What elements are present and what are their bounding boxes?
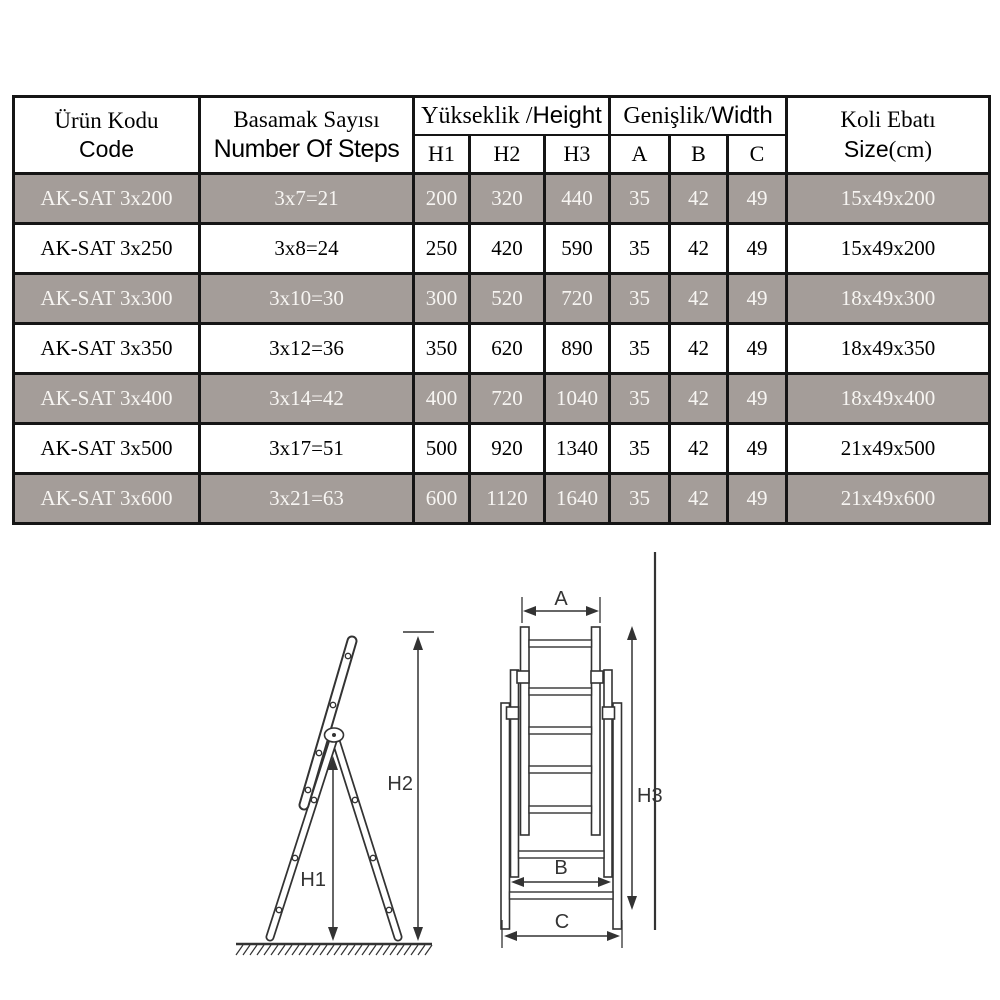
inner-left-rail	[521, 627, 530, 835]
h1-label: H1	[300, 869, 326, 891]
cell-product-code: AK-SAT 3x350	[14, 324, 200, 374]
cell-h1: 300	[414, 274, 470, 324]
cell-product-code: AK-SAT 3x250	[14, 224, 200, 274]
cell-product-code: AK-SAT 3x200	[14, 174, 200, 224]
cell-size: 18x49x300	[787, 274, 990, 324]
cell-h2: 720	[470, 374, 545, 424]
inner-right-rail	[592, 627, 601, 835]
b-dimension-arrow	[511, 857, 611, 887]
cell-product-code: AK-SAT 3x400	[14, 374, 200, 424]
header-steps	[200, 97, 414, 174]
cell-c: 49	[728, 424, 787, 474]
table-row	[14, 174, 990, 224]
h3-label: H3	[637, 785, 663, 807]
cell-h1: 500	[414, 424, 470, 474]
header-width-group	[610, 97, 787, 136]
cell-c: 49	[728, 374, 787, 424]
cell-product-code: AK-SAT 3x500	[14, 424, 200, 474]
middle-left-rail	[511, 670, 519, 877]
cell-h3: 440	[545, 174, 610, 224]
header-steps-en: Number Of Steps	[213, 134, 400, 163]
cell-a: 35	[610, 174, 670, 224]
header-height-group	[414, 97, 610, 136]
a-dimension-arrow	[522, 588, 600, 623]
cell-h1: 350	[414, 324, 470, 374]
cell-b: 42	[670, 374, 728, 424]
cell-size: 21x49x600	[787, 474, 990, 524]
header-product-code-tr: Ürün Kodu	[54, 107, 159, 133]
header-c: C	[728, 135, 787, 174]
cell-size: 15x49x200	[787, 224, 990, 274]
header-h2: H2	[470, 135, 545, 174]
outer-right-rail	[613, 703, 622, 929]
cell-h2: 520	[470, 274, 545, 324]
cell-h2: 420	[470, 224, 545, 274]
cell-product-code: AK-SAT 3x600	[14, 474, 200, 524]
header-width-en: Width	[711, 101, 773, 129]
cell-size: 18x49x350	[787, 324, 990, 374]
cell-h3: 1640	[545, 474, 610, 524]
cell-steps: 3x12=36	[200, 324, 414, 374]
cell-h3: 590	[545, 224, 610, 274]
cell-a: 35	[610, 474, 670, 524]
header-product-code-en: Code	[79, 136, 134, 162]
cell-b: 42	[670, 174, 728, 224]
cell-h2: 620	[470, 324, 545, 374]
cell-b: 42	[670, 274, 728, 324]
cell-steps: 3x14=42	[200, 374, 414, 424]
cell-h1: 600	[414, 474, 470, 524]
header-b: B	[670, 135, 728, 174]
header-size	[787, 97, 990, 174]
cell-h2: 1120	[470, 474, 545, 524]
middle-right-rail	[604, 670, 612, 877]
cell-a: 35	[610, 224, 670, 274]
cell-b: 42	[670, 224, 728, 274]
outer-left-rail	[501, 703, 510, 929]
table-row	[14, 424, 990, 474]
ladder-front-view	[501, 552, 663, 948]
h2-label: H2	[387, 773, 413, 795]
cell-c: 49	[728, 274, 787, 324]
header-a: A	[610, 135, 670, 174]
header-h1: H1	[414, 135, 470, 174]
header-height-en: Height	[532, 101, 602, 129]
table-row	[14, 274, 990, 324]
cell-size: 18x49x400	[787, 374, 990, 424]
cell-size: 15x49x200	[787, 174, 990, 224]
cell-h3: 890	[545, 324, 610, 374]
header-product-code	[14, 97, 200, 174]
cell-a: 35	[610, 424, 670, 474]
table-row	[14, 474, 990, 524]
cell-h3: 720	[545, 274, 610, 324]
cell-c: 49	[728, 474, 787, 524]
b-label: B	[554, 857, 568, 879]
h3-dimension-arrow	[627, 626, 663, 910]
header-steps-tr: Basamak Sayısı	[233, 106, 380, 132]
cell-h1: 400	[414, 374, 470, 424]
stepladder-side-view	[236, 632, 434, 955]
a-label: A	[554, 588, 568, 610]
ground-hatching	[236, 945, 432, 955]
cell-h1: 200	[414, 174, 470, 224]
cell-b: 42	[670, 474, 728, 524]
cell-steps: 3x7=21	[200, 174, 414, 224]
cell-c: 49	[728, 174, 787, 224]
cell-h3: 1040	[545, 374, 610, 424]
cell-h1: 250	[414, 224, 470, 274]
cell-product-code: AK-SAT 3x300	[14, 274, 200, 324]
header-size-tr: Koli Ebatı	[840, 107, 936, 133]
cell-c: 49	[728, 224, 787, 274]
cell-steps: 3x10=30	[200, 274, 414, 324]
cell-h2: 920	[470, 424, 545, 474]
c-dimension-arrow	[502, 911, 622, 948]
header-size-en: Size(cm)	[843, 135, 933, 162]
ladder-technical-diagram	[0, 540, 1000, 1000]
ladder-spec-table	[12, 95, 991, 525]
header-h3: H3	[545, 135, 610, 174]
hinge	[325, 728, 344, 742]
cell-b: 42	[670, 424, 728, 474]
cell-steps: 3x17=51	[200, 424, 414, 474]
cell-a: 35	[610, 324, 670, 374]
table-row	[14, 224, 990, 274]
cell-a: 35	[610, 374, 670, 424]
cell-b: 42	[670, 324, 728, 374]
header-width-tr: Genişlik/	[623, 102, 712, 129]
table-row	[14, 374, 990, 424]
cell-c: 49	[728, 324, 787, 374]
cell-h2: 320	[470, 174, 545, 224]
cell-a: 35	[610, 274, 670, 324]
table-row	[14, 324, 990, 374]
cell-h3: 1340	[545, 424, 610, 474]
h2-dimension-arrow	[387, 632, 434, 941]
cell-steps: 3x21=63	[200, 474, 414, 524]
c-label: C	[554, 911, 570, 933]
cell-size: 21x49x500	[787, 424, 990, 474]
header-height-tr: Yükseklik /	[421, 102, 533, 129]
cell-steps: 3x8=24	[200, 224, 414, 274]
